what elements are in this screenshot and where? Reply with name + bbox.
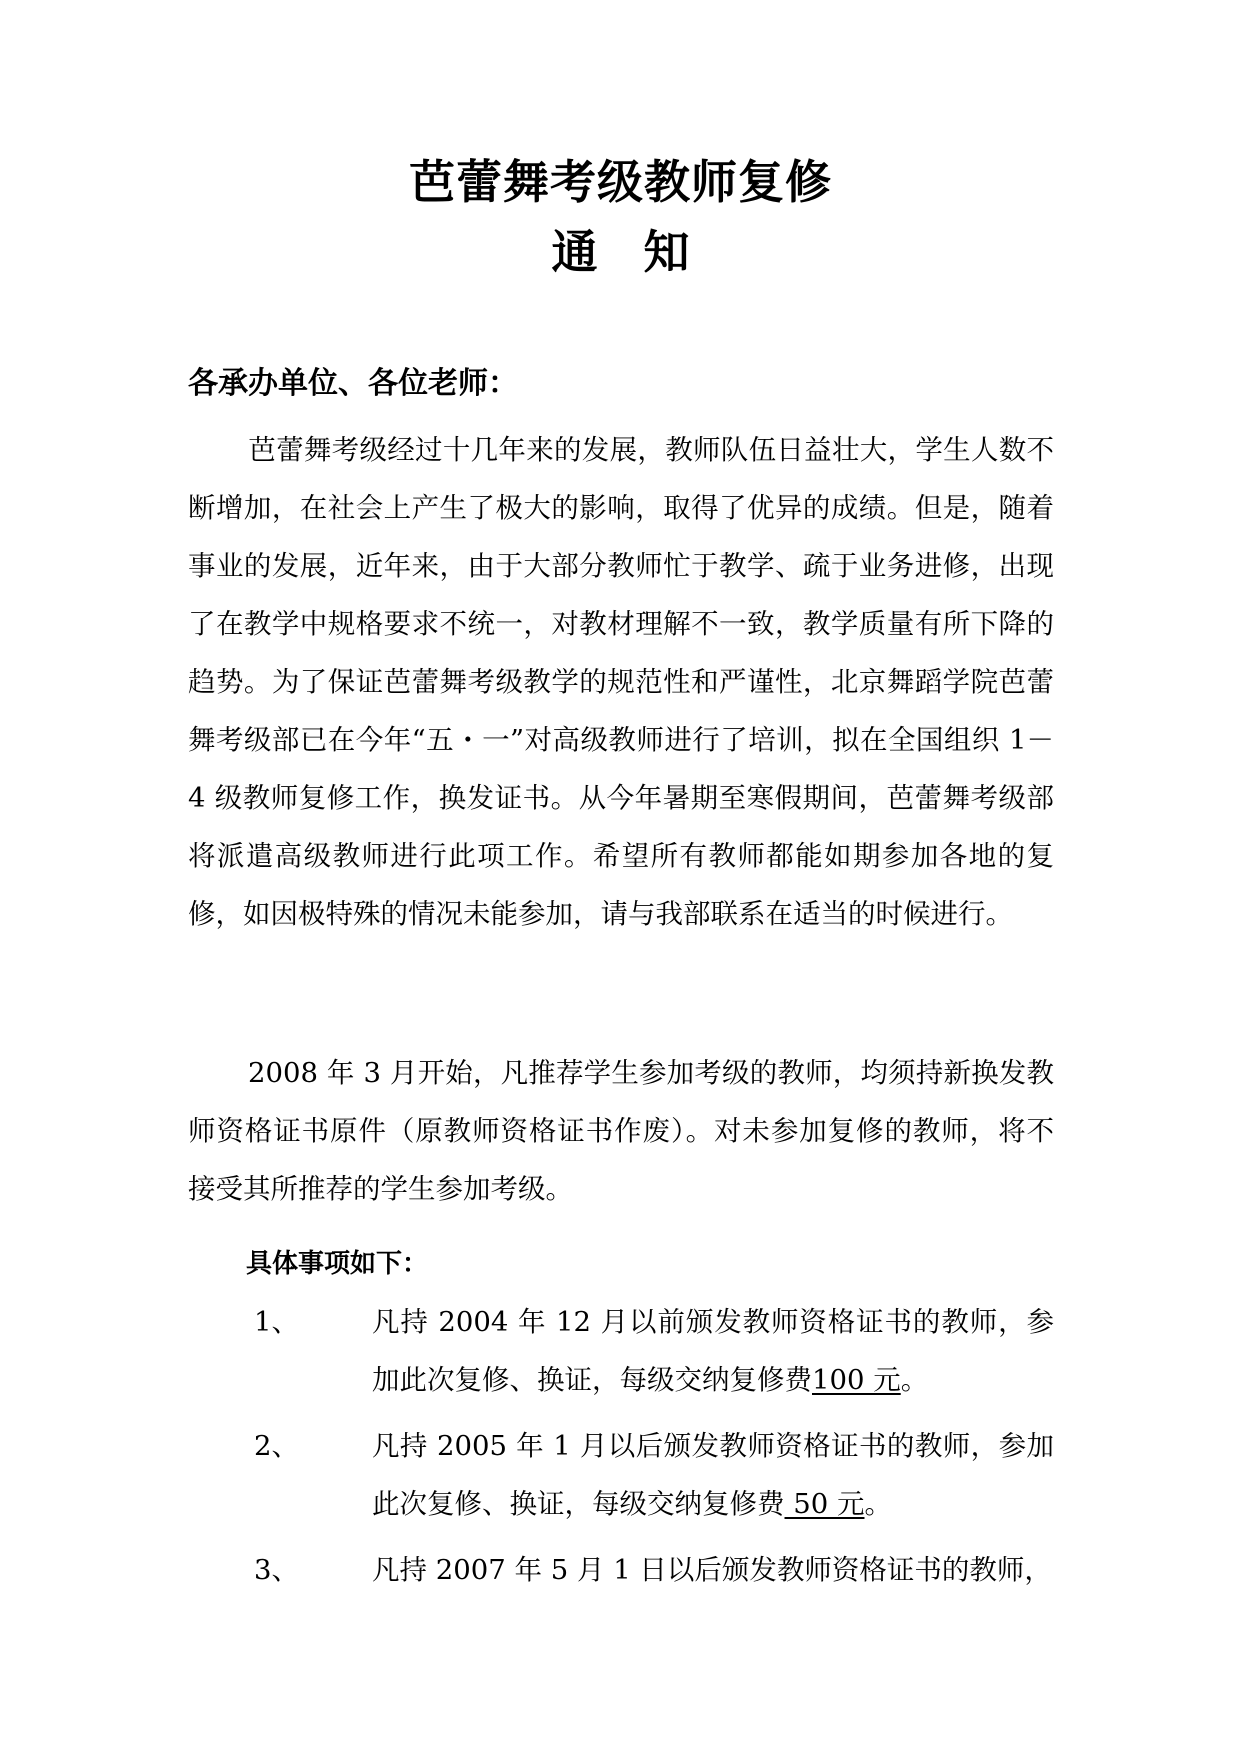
list-item-body: 凡持 2004 年 12 月以前颁发教师资格证书的教师，参加此次复修、换证，每级交纳复修费 — [372, 1306, 1054, 1396]
list-item-number: 1、 — [254, 1306, 299, 1338]
fee-amount: 100 元 — [812, 1364, 901, 1396]
details-subheading: 具体事项如下： — [246, 1249, 429, 1279]
list-item-number: 3、 — [254, 1554, 299, 1586]
paragraph-requirement — [188, 1044, 1054, 1218]
list-item-number: 2、 — [254, 1430, 299, 1462]
document-subtitle: 通 知 — [551, 225, 690, 279]
list-item-end: 。 — [864, 1488, 892, 1520]
greeting: 各承办单位、各位老师： — [188, 366, 518, 401]
list-item-text — [372, 1541, 1054, 1599]
paragraph-requirement-text: 2008 年 3 月开始，凡推荐学生参加考级的教师，均须持新换发教师资格证书原件（原教师资格证书作废）。对未参加复修的教师，将不接受其所推荐的学生参加考级。 — [188, 1057, 1054, 1205]
paragraph-intro-text: 芭蕾舞考级经过十几年来的发展，教师队伍日益壮大，学生人数不断增加，在社会上产生了极大的影响，取得了优异的成绩。但是，随着事业的发展，近年来，由于大部分教师忙于教学、疏于业务进修，出现了在教学中规格要求不统一，对教材理解不一致，教学质量有所下降的趋势。为了保证芭蕾舞考级教学的规范性和严谨性，北京舞蹈学院芭蕾舞考级部已在今年“五・一”对高级教师进行了培训，拟在全国组织 1－4 级教师复修工作，换发证书。从今年暑期至寒假期间，芭蕾舞考级部将派遣高级教师进行此项工作。希望所有教师都能如期参加各地的复修，如因极特殊的情况未能参加，请与我部联系在适当的时候进行。 — [188, 434, 1054, 930]
list-item-text — [372, 1293, 1054, 1409]
document-title: 芭蕾舞考级教师复修 — [409, 155, 832, 209]
list-item-body: 凡持 2005 年 1 月以后颁发教师资格证书的教师，参加此次复修、换证，每级交纳复修费 — [372, 1430, 1054, 1520]
list-item-end: 。 — [900, 1364, 929, 1396]
list-item-text — [372, 1417, 1054, 1533]
paragraph-intro — [188, 421, 1054, 943]
fee-amount: 50 元 — [784, 1488, 865, 1520]
list-item-body: 凡持 2007 年 5 月 1 日以后颁发教师资格证书的教师， — [372, 1554, 1052, 1586]
